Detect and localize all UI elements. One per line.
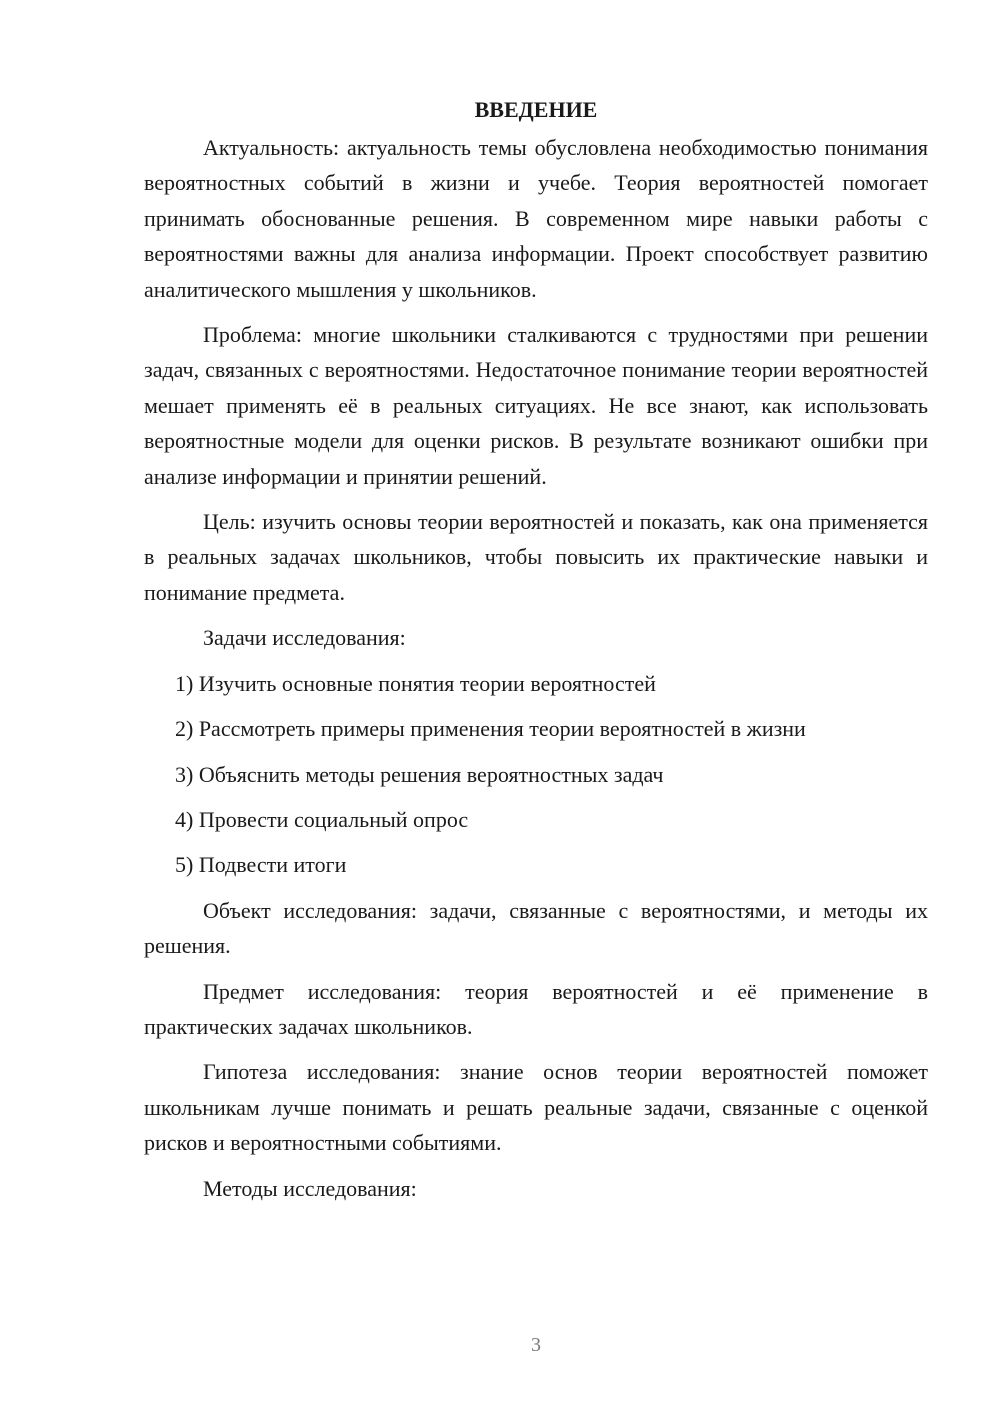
list-item: 2) Рассмотреть примеры применения теории вероятностей в жизни: [175, 716, 806, 742]
paragraph-subject: Предмет исследования: теория вероятностей и её применение в практических задачах школьников.: [144, 978, 928, 1039]
list-item: 3) Объяснить методы решения вероятностных задач: [175, 761, 664, 787]
paragraph-problem: Проблема: многие школьники сталкиваются с трудностями при решении задач, связанных с вероятностями. Недостаточное понимание теории вероятностей мешает применять её в реальных ситуациях. Не все знают, как использовать вероятностные модели для оценки рисков. В результате возникают ошибки при анализе информации и принятии решений.: [144, 322, 928, 489]
list-item: 1) Изучить основные понятия теории вероятностей: [175, 670, 656, 696]
paragraph-hypothesis: Гипотеза исследования: знание основ теории вероятностей поможет школьникам лучше понимать и решать реальные задачи, связанные с оценкой рисков и вероятностными событиями.: [144, 1059, 928, 1156]
section-title: ВВЕДЕНИЕ: [474, 97, 598, 122]
paragraph-relevance: Актуальность: актуальность темы обусловлена необходимостью понимания вероятностных событий в жизни и учебе. Теория вероятностей помогает принимать обоснованные решения. В современном мире навыки работы с вероятностями важны для анализа информации. Проект способствует развитию аналитического мышления у школьников.: [144, 135, 928, 302]
document-page: [144, 92, 928, 1216]
paragraph-goal: Цель: изучить основы теории вероятностей и показать, как она применяется в реальных задачах школьников, чтобы повысить их практические навыки и понимание предмета.: [144, 509, 928, 605]
page-number: 3: [531, 1334, 541, 1356]
paragraph-methods: Методы исследования:: [203, 1175, 417, 1201]
list-item: 4) Провести социальный опрос: [175, 806, 469, 832]
paragraph-object: Объект исследования: задачи, связанные с вероятностями, и методы их решения.: [144, 897, 928, 959]
list-item: 5) Подвести итоги: [175, 852, 347, 878]
paragraph-tasks-heading: Задачи исследования:: [203, 625, 406, 651]
tasks-list: [144, 666, 928, 883]
